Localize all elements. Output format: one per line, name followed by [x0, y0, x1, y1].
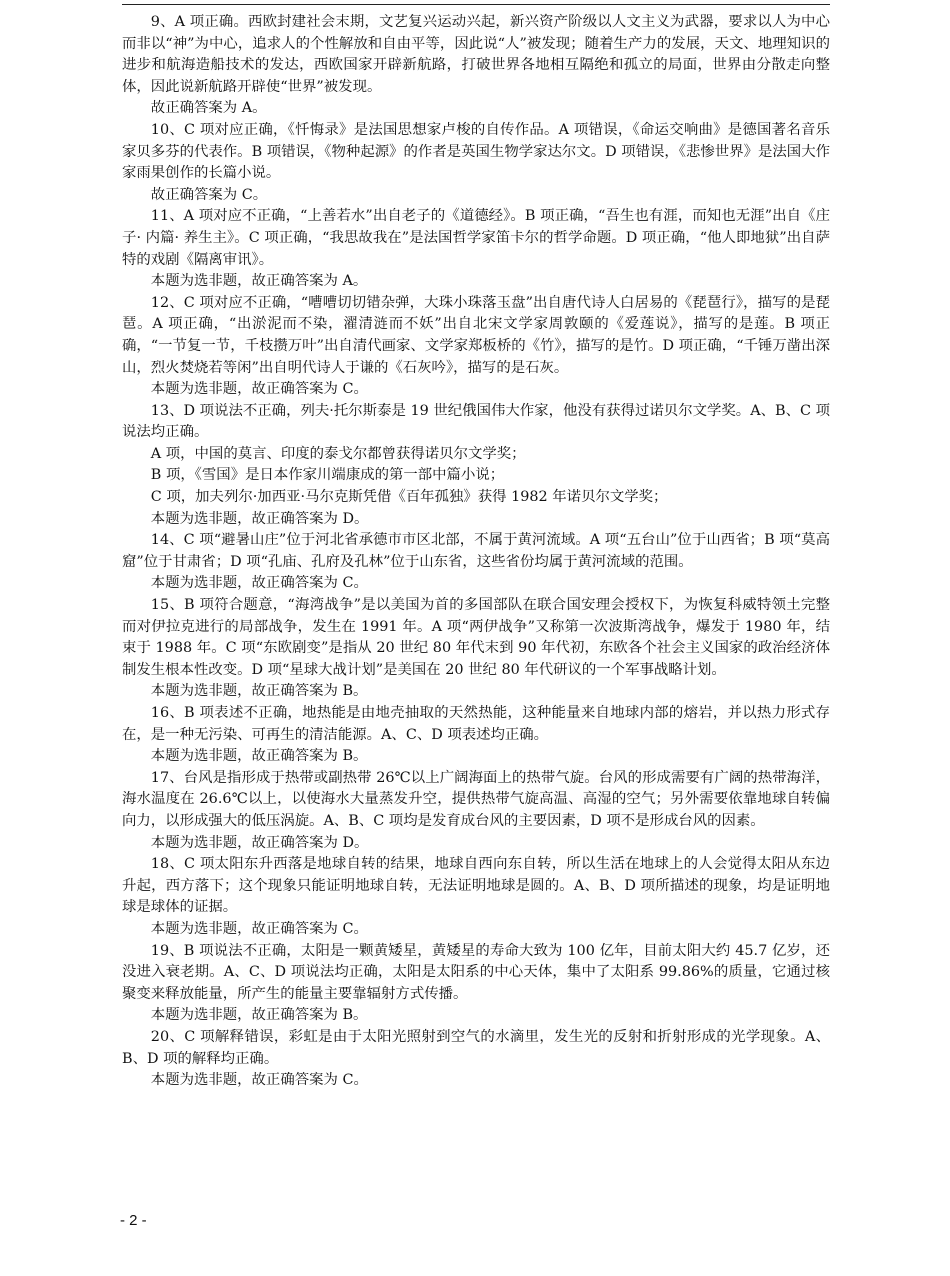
answer-line: 本题为选非题，故正确答案为 C。 — [150, 381, 368, 398]
header-rule — [122, 4, 830, 5]
paragraph: 17、台风是指形成于热带或副热带 26℃以上广阔海面上的热带气旋。台风的形成需要有广阔的热带海洋，海水温度在 26.6℃以上，以使海水大量蒸发升空，提供热带气旋高温、高湿的空气；另外需要依靠地球自转偏向力，以形成强大的低压涡旋。A、B、C 项均是发育成台风的主要因素，D 项不是形成台风的因素。 — [122, 769, 830, 829]
document-body — [122, 12, 830, 1092]
paragraph: 16、B 项表述不正确，地热能是由地壳抽取的天然热能，这种能量来自地球内部的熔岩，并以热力形式存在，是一种无污染、可再生的清洁能源。A、C、D 项表述均正确。 — [122, 705, 830, 743]
paragraph: 9、A 项正确。西欧封建社会末期，文艺复兴运动兴起，新兴资产阶级以人文主义为武器，要求以人为中心而非以“神”为中心，追求人的个性解放和自由平等，因此说“人”被发现；随着生产力的发展，天文、地理知识的进步和航海造船技术的发达，西欧国家开辟新航路，打破世界各地相互隔绝和孤立的局面，世界由分散走向整体，因此说新航路开辟使“世界”被发现。 — [122, 14, 830, 95]
paragraph: A 项，中国的莫言、印度的泰戈尔都曾获得诺贝尔文学奖； — [150, 445, 526, 462]
paragraph: 12、C 项对应不正确，“嘈嘈切切错杂弹，大珠小珠落玉盘”出自唐代诗人白居易的《琵琶行》，描写的是琵琶。A 项正确，“出淤泥而不染，濯清涟而不妖”出自北宋文学家周敦颐的《爱莲说》，描写的是莲。B 项正确，“一节复一节，千枝攒万叶”出自清代画家、文学家郑板桥的《竹》，描写的是竹。D 项正确，“千锤万凿出深山，烈火焚烧若等闲”出自明代诗人于谦的《石灰吟》，描写的是石灰。 — [122, 294, 830, 376]
paragraph: 13、D 项说法不正确，列夫·托尔斯泰是 19 世纪俄国伟大作家，他没有获得过诺贝尔文学奖。A、B、C 项说法均正确。 — [122, 402, 830, 441]
answer-line: 本题为选非题，故正确答案为 B。 — [150, 748, 368, 765]
answer-line: 本题为选非题，故正确答案为 C。 — [150, 1072, 368, 1089]
paragraph: 14、C 项“避暑山庄”位于河北省承德市市区北部，不属于黄河流域。A 项“五台山”位于山西省；B 项“莫高窟”位于甘肃省；D 项“孔庙、孔府及孔林”位于山东省，这些省份均属于黄河流域的范围。 — [122, 532, 830, 570]
paragraph: 18、C 项太阳东升西落是地球自转的结果，地球自西向东自转，所以生活在地球上的人会觉得太阳从东边升起，西方落下；这个现象只能证明地球自转，无法证明地球是圆的。A、B、D 项所描述的现象，均是证明地球是球体的证据。 — [122, 856, 830, 916]
paragraph: 10、C 项对应正确，《忏悔录》是法国思想家卢梭的自传作品。A 项错误，《命运交响曲》是德国著名音乐家贝多芬的代表作。B 项错误，《物种起源》的作者是英国生物学家达尔文。D 项错误，《悲惨世界》是法国大作家雨果创作的长篇小说。 — [122, 121, 830, 182]
page-number: - 2 - — [120, 1212, 147, 1229]
paragraph: 20、C 项解释错误，彩虹是由于太阳光照射到空气的水滴里，发生光的反射和折射形成的光学现象。A、B、D 项的解释均正确。 — [122, 1028, 830, 1067]
answer-line: 故正确答案为 C。 — [150, 186, 268, 203]
answer-line: 本题为选非题，故正确答案为 C。 — [150, 575, 368, 592]
paragraph: C 项，加夫列尔·加西亚·马尔克斯凭借《百年孤独》获得 1982 年诺贝尔文学奖； — [150, 489, 668, 506]
paragraph: 11、A 项对应不正确，“上善若水”出自老子的《道德经》。B 项正确，“吾生也有涯，而知也无涯”出自《庄子· 内篇· 养生主》。C 项正确，“我思故我在”是法国哲学家笛卡尔的哲学命题。D 项正确，“他人即地狱”出自萨特的戏剧《隔离审讯》。 — [122, 208, 830, 268]
answer-line: 本题为选非题，故正确答案为 B。 — [150, 1007, 368, 1024]
answer-line: 本题为选非题，故正确答案为 B。 — [150, 683, 368, 700]
answer-line: 本题为选非题，故正确答案为 D。 — [150, 510, 369, 527]
answer-line: 本题为选非题，故正确答案为 C。 — [150, 920, 368, 937]
paragraph: B 项，《雪国》是日本作家川端康成的第一部中篇小说； — [150, 467, 505, 484]
answer-line: 本题为选非题，故正确答案为 A。 — [150, 273, 368, 290]
paragraph: 19、B 项说法不正确，太阳是一颗黄矮星，黄矮星的寿命大致为 100 亿年，目前太阳大约 45.7 亿岁，还没进入衰老期。A、C、D 项说法均正确，太阳是太阳系的中心天体，集中了太阳系 99.86%的质量，它通过核聚变来释放能量，所产生的能量主要靠辐射方式传播。 — [122, 942, 830, 1002]
answer-line: 故正确答案为 A。 — [150, 100, 267, 117]
answer-line: 本题为选非题，故正确答案为 D。 — [150, 834, 369, 851]
paragraph: 15、B 项符合题意，“海湾战争”是以美国为首的多国部队在联合国安理会授权下，为恢复科威特领土完整而对伊拉克进行的局部战争，发生在 1991 年。A 项“两伊战争”又称第一次波斯湾战争，爆发于 1980 年，结束于 1988 年。C 项“东欧剧变”是指从 20 世纪 80 年代末到 90 年代初，东欧各个社会主义国家的政治经济体制发生根本性改变。D 项“星球大战计划”是美国在 20 世纪 80 年代研议的一个军事战略计划。 — [122, 597, 830, 678]
